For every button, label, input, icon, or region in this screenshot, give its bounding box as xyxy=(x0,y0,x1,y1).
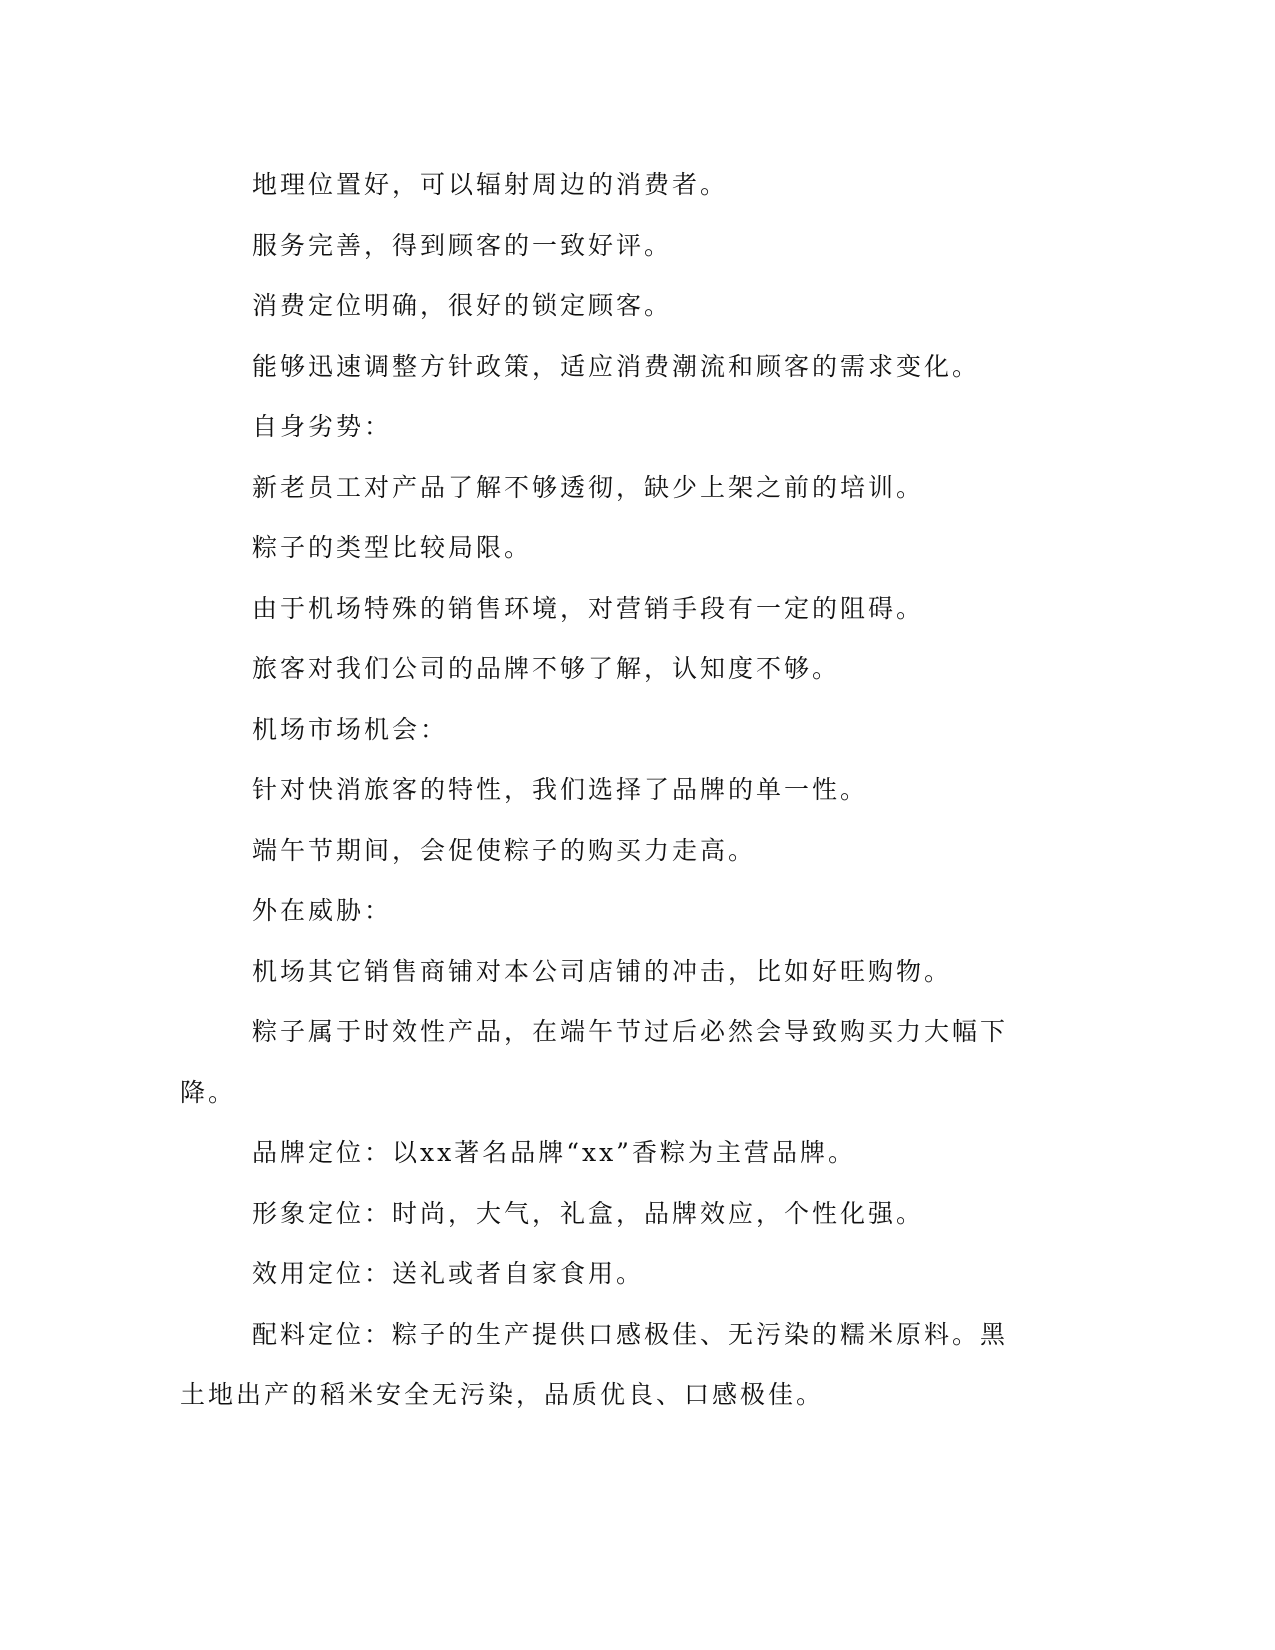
paragraph-single-brand-opportunity: 针对快消旅客的特性，我们选择了品牌的单一性。 xyxy=(252,775,869,804)
document-body xyxy=(180,155,1030,1426)
paragraph-training-weakness: 新老员工对产品了解不够透彻，缺少上架之前的培训。 xyxy=(252,472,925,502)
paragraph-service-advantage: 服务完善，得到顾客的一致好评。 xyxy=(252,230,673,260)
heading-weaknesses: 自身劣势： xyxy=(252,412,393,441)
paragraph-positioning-advantage: 消费定位明确，很好的锁定顾客。 xyxy=(252,291,673,320)
paragraph-competition-threat: 机场其它销售商铺对本公司店铺的冲击，比如好旺购物。 xyxy=(252,956,953,986)
paragraph-image-positioning: 形象定位：时尚，大气，礼盒，品牌效应，个性化强。 xyxy=(252,1198,925,1228)
heading-opportunities: 机场市场机会： xyxy=(252,714,449,744)
paragraph-utility-positioning: 效用定位：送礼或者自家食用。 xyxy=(252,1259,645,1288)
paragraph-festival-opportunity: 端午节期间，会促使粽子的购买力走高。 xyxy=(252,835,757,865)
paragraph-ingredient-positioning: 配料定位：粽子的生产提供口感极佳、无污染的糯米原料。黑土地出产的稻米安全无污染，品质优良、口感极佳。 xyxy=(180,1319,1009,1409)
paragraph-variety-weakness: 粽子的类型比较局限。 xyxy=(252,533,533,562)
paragraph-brand-positioning: 品牌定位：以xx著名品牌“xx”香粽为主营品牌。 xyxy=(252,1138,856,1167)
heading-threats: 外在威胁： xyxy=(252,896,393,925)
paragraph-location-advantage: 地理位置好，可以辐射周边的消费者。 xyxy=(252,170,729,199)
paragraph-adaptability-advantage: 能够迅速调整方针政策，适应消费潮流和顾客的需求变化。 xyxy=(252,351,981,381)
paragraph-environment-weakness: 由于机场特殊的销售环境，对营销手段有一定的阻碍。 xyxy=(252,593,925,623)
paragraph-seasonality-threat: 粽子属于时效性产品，在端午节过后必然会导致购买力大幅下降。 xyxy=(180,1017,1009,1107)
paragraph-brand-awareness-weakness: 旅客对我们公司的品牌不够了解，认知度不够。 xyxy=(252,654,841,683)
